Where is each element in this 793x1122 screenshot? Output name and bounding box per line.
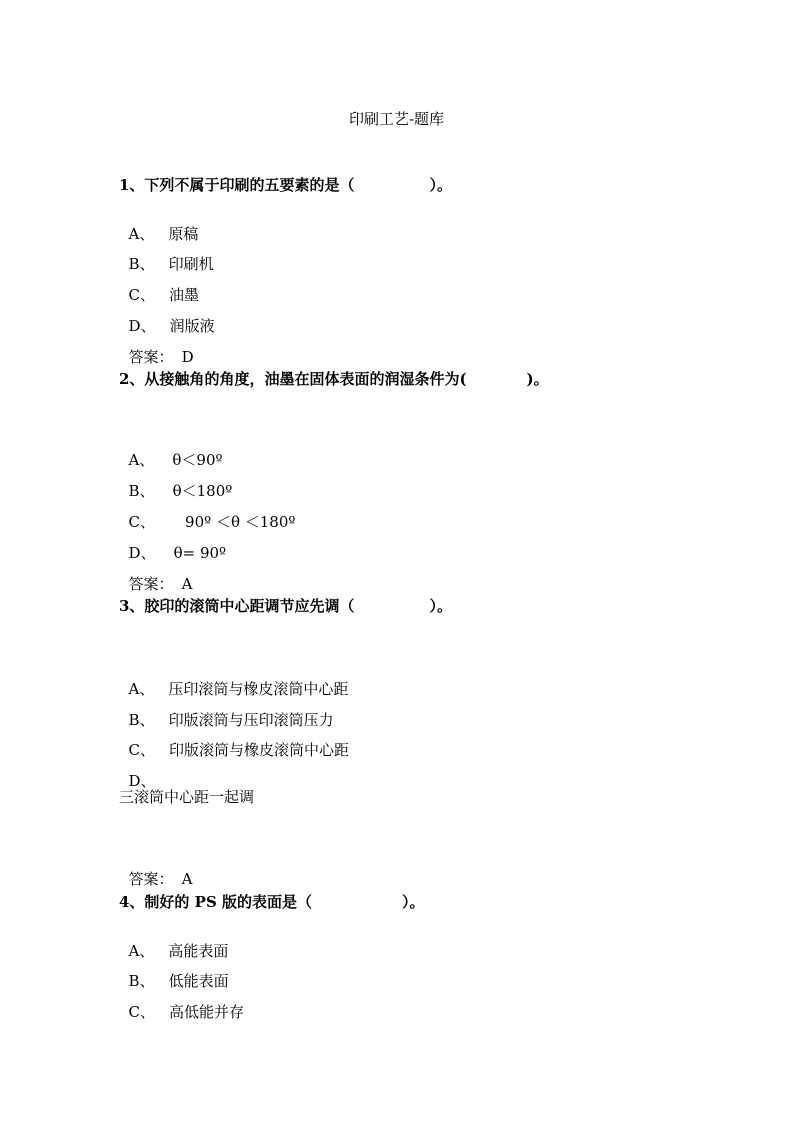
option-letter: A、 xyxy=(128,942,155,960)
option-text: 高能表面 xyxy=(168,942,229,960)
option-letter: D、 xyxy=(128,544,156,562)
question-4-stem: 4、制好的 PS 版的表面是（ ）。 xyxy=(119,893,425,911)
answer-value: A xyxy=(181,870,193,888)
question-1-stem: 1、下列不属于印刷的五要素的是（ ）。 xyxy=(119,176,452,194)
option-text: 90º ＜θ ＜180º xyxy=(185,513,296,531)
answer-label: 答案： xyxy=(128,348,174,366)
option-text: 印版滚筒与橡皮滚筒中心距 xyxy=(169,741,350,759)
answer-value: D xyxy=(181,348,194,366)
option-text: θ= 90º xyxy=(173,544,227,562)
option-letter: C、 xyxy=(128,513,156,531)
option-letter: B、 xyxy=(128,482,155,500)
option-text: 印版滚筒与压印滚筒压力 xyxy=(168,711,334,729)
option-letter: C、 xyxy=(128,286,156,304)
question-3-option-d-continuation: 三滚筒中心距一起调 xyxy=(119,788,255,806)
page-title: 印刷工艺-题库 xyxy=(348,110,445,128)
question-3-option-d xyxy=(119,754,156,790)
question-3-stem: 3、胶印的滚筒中心距调节应先调（ ）。 xyxy=(119,597,452,615)
option-letter: A、 xyxy=(128,680,155,698)
option-letter: A、 xyxy=(128,451,155,469)
answer-label: 答案： xyxy=(128,575,174,593)
answer-label: 答案： xyxy=(128,870,174,888)
option-text: 润版液 xyxy=(169,317,215,335)
option-text: 印刷机 xyxy=(168,255,214,273)
question-1-answer xyxy=(119,330,194,366)
option-text: 油墨 xyxy=(169,286,200,304)
option-text: θ＜90º xyxy=(172,451,223,469)
option-text: 原稿 xyxy=(168,225,199,243)
option-text: θ＜180º xyxy=(172,482,233,500)
option-letter: A、 xyxy=(128,225,155,243)
option-text: 高低能并存 xyxy=(169,1003,245,1021)
option-letter: C、 xyxy=(128,741,156,759)
question-3-answer xyxy=(119,852,192,888)
question-2-stem: 2、从接触角的角度，油墨在固体表面的润湿条件为( )。 xyxy=(119,370,549,388)
question-4-option-c xyxy=(119,985,244,1021)
option-text: 低能表面 xyxy=(168,972,229,990)
option-text: 压印滚筒与橡皮滚筒中心距 xyxy=(168,680,349,698)
option-letter: B、 xyxy=(128,255,155,273)
option-letter: D、 xyxy=(128,317,156,335)
option-letter: C、 xyxy=(128,1003,156,1021)
option-letter: B、 xyxy=(128,972,155,990)
answer-value: A xyxy=(181,575,193,593)
option-letter: D、 xyxy=(128,772,156,790)
option-letter: B、 xyxy=(128,711,155,729)
question-2-answer xyxy=(119,557,192,593)
